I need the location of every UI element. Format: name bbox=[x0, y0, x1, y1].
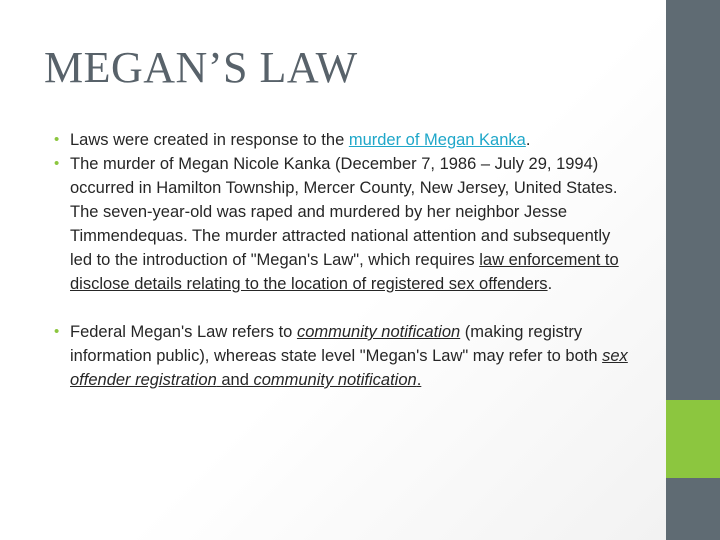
bullet-2-text: The murder of Megan Nicole Kanka (December 7, 1986 – July 29, 1994) occurred in Hamilton Township, Mercer County, New Jersey, United States. The seven-year-old was raped and murdered by her neighbor Jesse Timmendequas. The murder attracted national attention and subsequently led to the introduction of "Megan's Law", which requires bbox=[70, 155, 618, 269]
murder-of-megan-kanka-link[interactable]: murder of Megan Kanka bbox=[348, 131, 526, 149]
bullet-1-text: Laws were created in response to the bbox=[70, 131, 349, 149]
bullet-item-3 bbox=[54, 320, 634, 392]
bullet-dot-icon: • bbox=[54, 155, 60, 172]
bullet-2-underlined-text: law enforcement to disclose details relating to the location of registered sex offenders bbox=[70, 251, 619, 293]
sex-offender-registration-term: sex offender registration bbox=[70, 347, 628, 389]
bullet-item-1 bbox=[54, 128, 634, 152]
bullet-item-2 bbox=[54, 152, 634, 296]
slide-title: MEGAN’S LAW bbox=[44, 43, 358, 92]
bullet-dot-icon: • bbox=[54, 323, 60, 340]
bullet-dot-icon: • bbox=[54, 131, 60, 148]
bullet-3-and: and bbox=[216, 371, 254, 389]
sidebar-accent-block bbox=[666, 400, 720, 478]
bullet-3-tail: . bbox=[416, 371, 422, 389]
bullet-list bbox=[54, 128, 634, 392]
bullet-3-text: Federal Megan's Law refers to bbox=[70, 323, 297, 341]
bullet-2-tail: . bbox=[547, 275, 553, 293]
bullet-1-tail: . bbox=[525, 131, 531, 149]
community-notification-term-2: community notification bbox=[253, 371, 417, 389]
bullet-3-mid: (making registry information public), whereas state level "Megan's Law" may refer to both bbox=[70, 323, 603, 365]
community-notification-term: community notification bbox=[296, 323, 461, 341]
